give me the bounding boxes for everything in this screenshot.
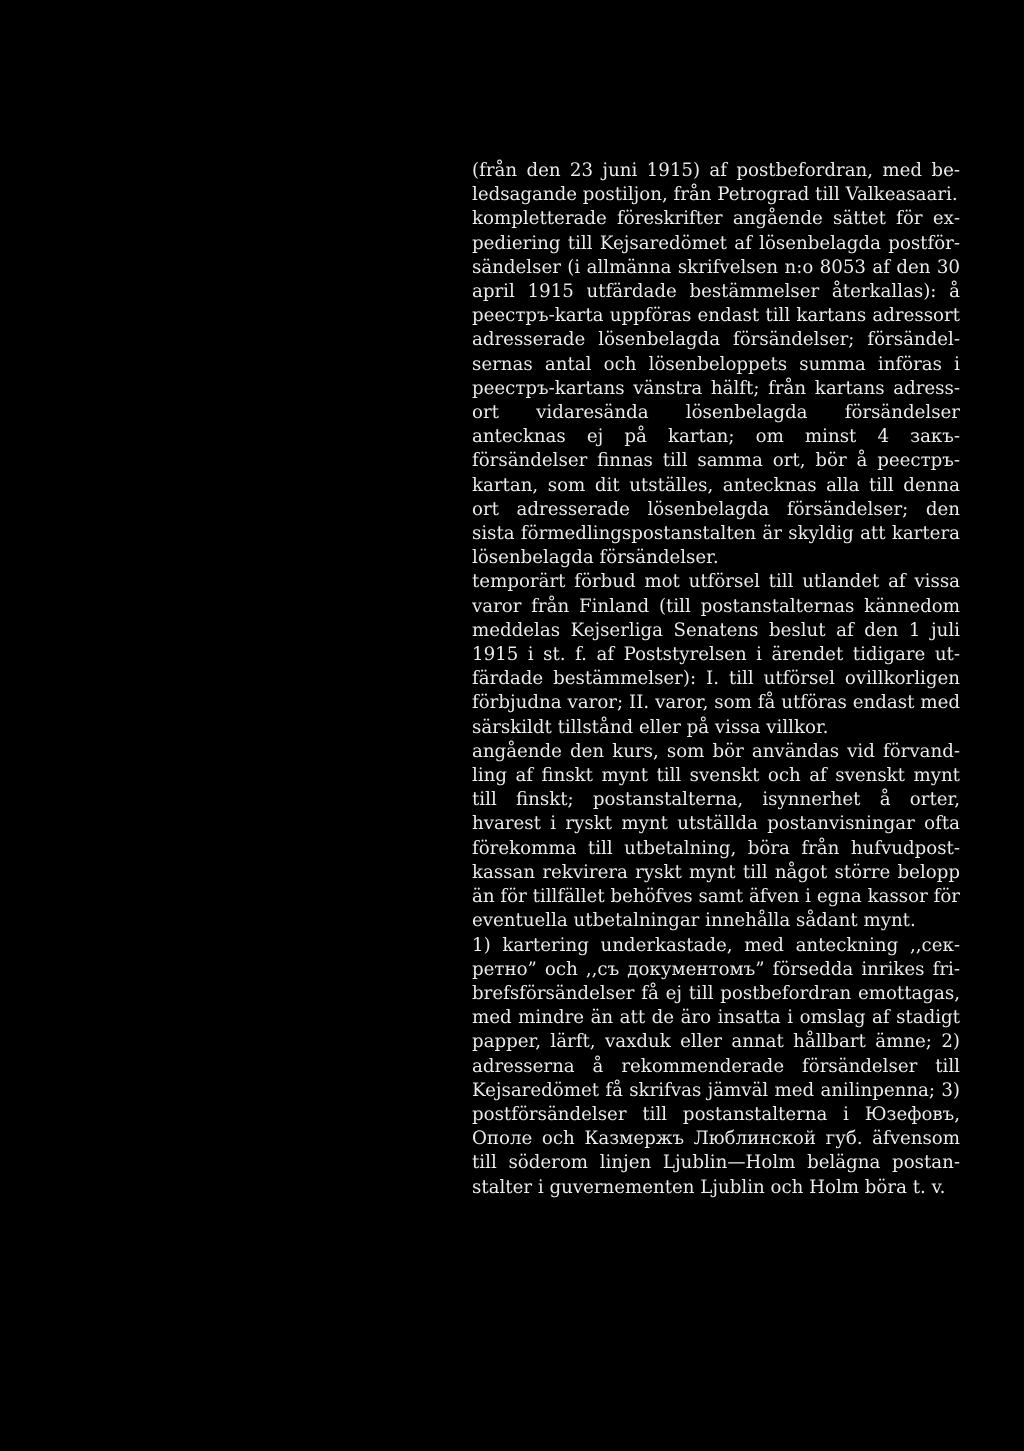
paragraph-utforsel-forbud: temporärt förbud mot utförsel till utlandet af vissa varor från Finland (till postanstalternas kännedom meddelas Kejserliga Senatens beslut af den 1 juli 1915 i st. f. af Poststyrelsen i ärendet tidigare utfärdade bestämmelser): I. till utförsel ovillkorligen förbjudna varor; II. varor, som få utföras endast med särskildt tillstånd eller på vissa villkor. bbox=[472, 571, 960, 738]
paragraph-kejsaredomet-forskrifter: kompletterade föreskrifter angående sättet för expediering till Kejsaredömet af lösenbelagda postförsändelser (i allmänna skrifvelsen n:o 8053 af den 30 april 1915 utfärdade bestämmelser återkallas): å реестръ-karta uppföras endast till kartans adressort adresserade lösenbelagda försändelser; försändelsernas antal och lösenbeloppets summa införas i реестръ-kartans vänstra hälft; från kartans adressort vidaresända lösenbelagda försändelser antecknas ej på kartan; om minst 4 закъ-försändelser finnas till samma ort, bör å реестръ-kartan, som dit utställes, antecknas alla till denna ort adresserade lösenbelagda försändelser; den sista förmedlingspostanstalten är skyldig att kartera lösenbelagda försändelser. bbox=[472, 208, 960, 569]
paragraph-postbefordran: (från den 23 juni 1915) af postbefordran, med beledsagande postiljon, från Petrograd till Valkeasaari. bbox=[472, 160, 960, 206]
paragraph-kartering: 1) kartering underkastade, med anteckning ,,секретно” och ,,съ документомъ” försedda inrikes fribrefsförsändelser få ej till postbefordran emottagas, med mindre än att de äro insatta i omslag af stadigt papper, lärft, vaxduk eller annat hållbart ämne; 2) adresserna å rekommenderade försändelser till Kejsaredömet få skrifvas jämväl med anilinpenna; 3) postförsändelser till postanstalterna i Юзефовъ, Ополе och Казмержъ Люблинской губ. äfvensom till söderom linjen Ljublin—Holm belägna postanstalter i guvernementen Ljublin och Holm böra t. v. bbox=[472, 934, 960, 1198]
paragraph-mynt-kurs: angående den kurs, som bör användas vid förvandling af finskt mynt till svenskt och af svenskt mynt till finskt; postanstalterna, isynnerhet å orter, hvarest i ryskt mynt utställda postanvisningar ofta förekomma till utbetalning, böra från hufvudpostkassan rekvirera ryskt mynt till något större belopp än för tillfället behöfves samt äfven i egna kassor för eventuella utbetalningar innehålla sådant mynt. bbox=[472, 740, 960, 932]
text-column bbox=[472, 159, 960, 1200]
